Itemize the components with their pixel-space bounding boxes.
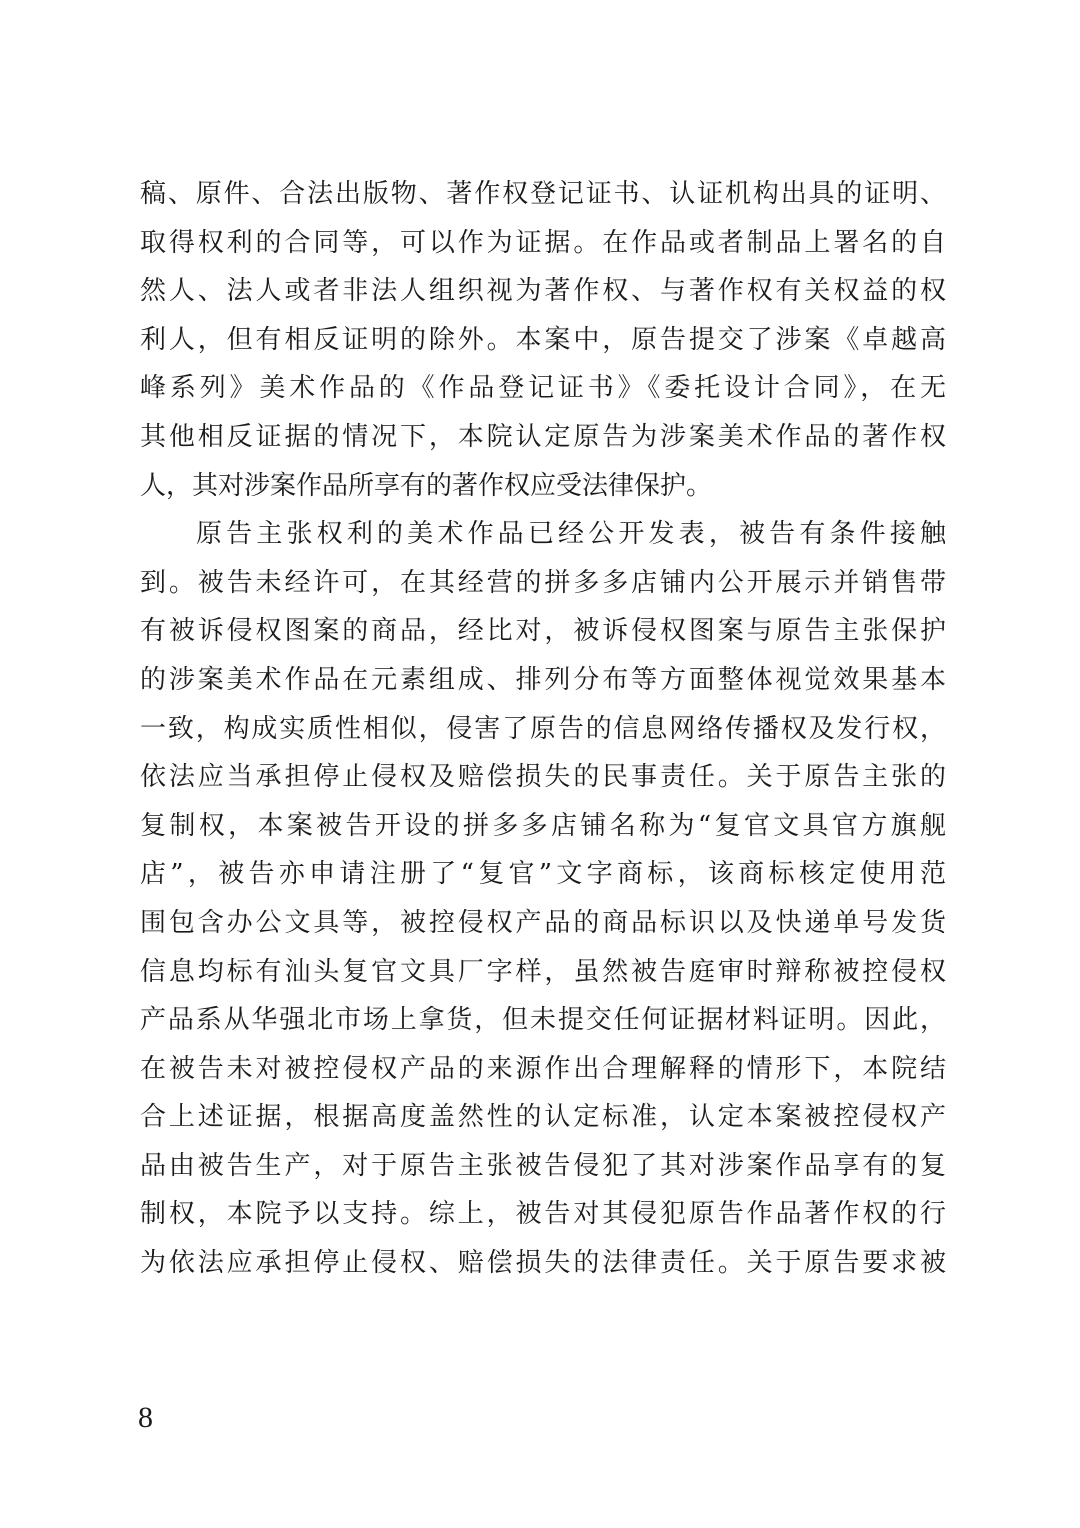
text-line: 在被告未对被控侵权产品的来源作出合理解释的情形下，本院结 [140,1053,946,1084]
text-line: 然人、法人或者非法人组织视为著作权、与著作权有关权益的权 [140,276,946,307]
text-line: 其他相反证据的情况下，本院认定原告为涉案美术作品的著作权 [140,421,946,452]
text-line: 利人，但有相反证明的除外。本案中，原告提交了涉案《卓越高 [140,324,946,355]
text-line: 信息均标有汕头复官文具厂字样，虽然被告庭审时辩称被控侵权 [140,956,946,987]
text-line: 店”，被告亦申请注册了“复官”文字商标，该商标核定使用范 [140,859,946,890]
text-line: 人，其对涉案作品所享有的著作权应受法律保护。 [140,470,713,501]
text-line: 依法应当承担停止侵权及赔偿损失的民事责任。关于原告主张的 [140,762,946,793]
page-number: 8 [138,1401,153,1434]
text-line: 品由被告生产，对于原告主张被告侵犯了其对涉案作品享有的复 [140,1150,946,1181]
body-text [140,170,946,1336]
text-line: 一致，构成实质性相似，侵害了原告的信息网络传播权及发行权， [140,713,946,744]
text-line: 有被诉侵权图案的商品，经比对，被诉侵权图案与原告主张保护 [140,616,946,647]
text-line: 取得权利的合同等，可以作为证据。在作品或者制品上署名的自 [140,227,946,258]
text-line [140,1288,946,1337]
text-line: 合上述证据，根据高度盖然性的认定标准，认定本案被控侵权产 [140,1102,946,1133]
text-line: 为依法应承担停止侵权、赔偿损失的法律责任。关于原告要求被 [140,1248,946,1279]
text-line: 的涉案美术作品在元素组成、排列分布等方面整体视觉效果基本 [140,664,946,695]
text-line: 原告主张权利的美术作品已经公开发表，被告有条件接触 [196,519,946,550]
text-line: 围包含办公文具等，被控侵权产品的商品标识以及快递单号发货 [140,907,946,938]
text-line: 复制权，本案被告开设的拼多多店铺名称为“复官文具官方旗舰 [140,810,946,841]
text-line: 产品系从华强北市场上拿货，但未提交任何证据材料证明。因此， [140,1005,946,1036]
text-line: 峰系列》美术作品的《作品登记证书》《委托设计合同》，在无 [140,373,946,404]
text-line: 制权，本院予以支持。综上，被告对其侵犯原告作品著作权的行 [140,1199,946,1230]
text-line: 稿、原件、合法出版物、著作权登记证书、认证机构出具的证明、 [140,179,946,209]
text-line: 到。被告未经许可，在其经营的拼多多店铺内公开展示并销售带 [140,567,946,598]
